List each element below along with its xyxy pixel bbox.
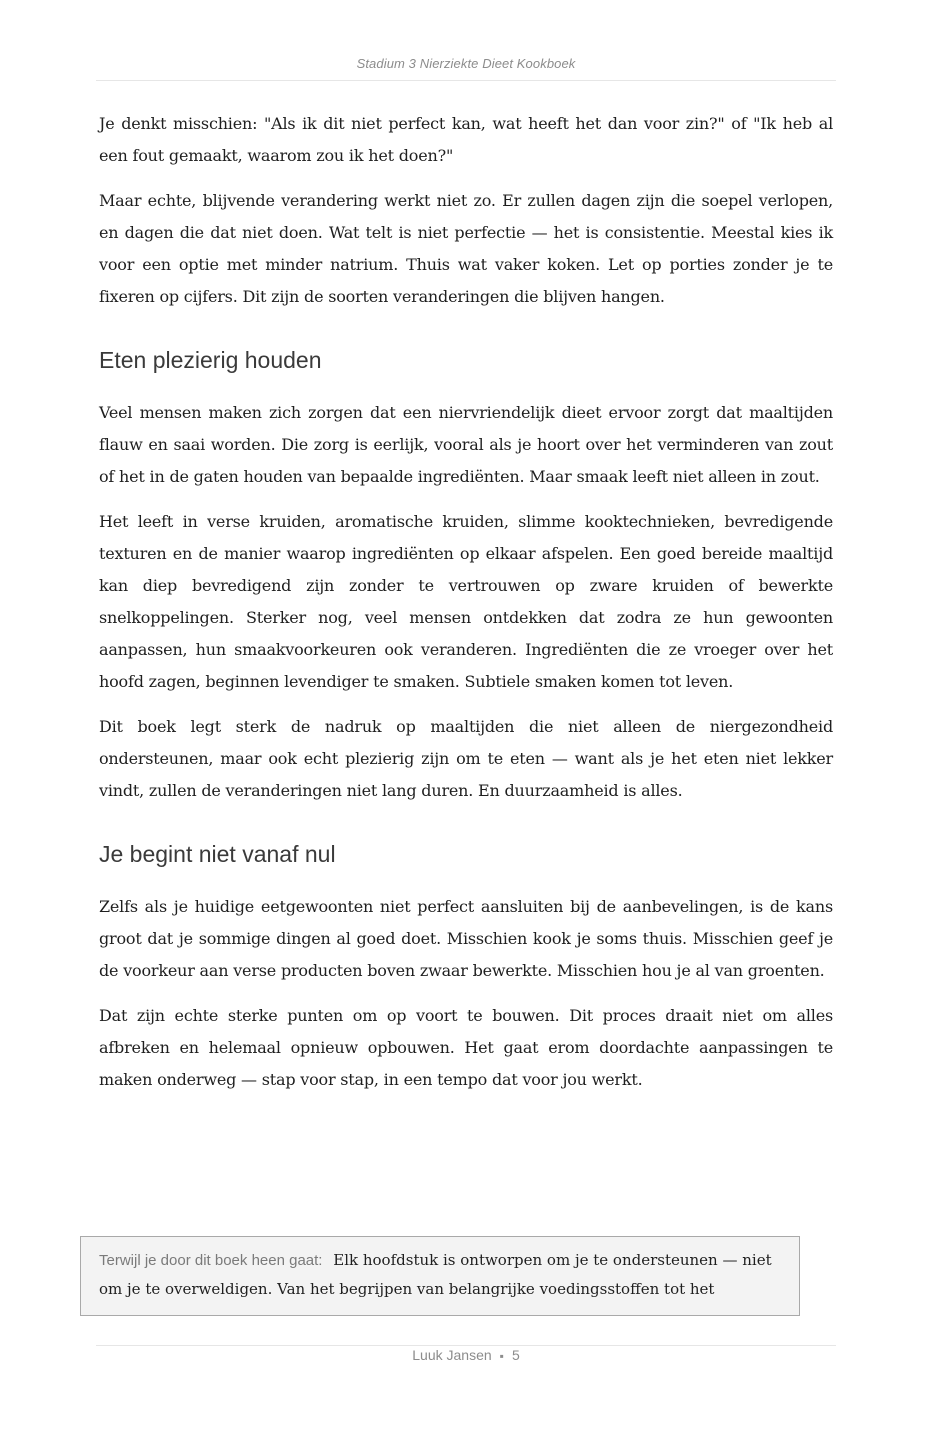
footer-separator: ▪ (499, 1349, 504, 1363)
body-paragraph: Dat zijn echte sterke punten om op voort te bouwen. Dit proces draait niet om alles afbreken en helemaal opnieuw opbouwen. Het gaat erom doordachte aanpassingen te maken onderweg — stap voor stap, in een tempo dat voor jou werkt. (99, 1006, 833, 1089)
body-paragraph: Zelfs als je huidige eetgewoonten niet perfect aansluiten bij de aanbevelingen, is de kans groot dat je sommige dingen al goed doet. Misschien kook je soms thuis. Misschien geef je de voorkeur aan verse producten boven zwaar bewerkte. Misschien hou je al van groenten. (99, 897, 833, 980)
body-paragraph: Veel mensen maken zich zorgen dat een niervriendelijk dieet ervoor zorgt dat maaltijden flauw en saai worden. Die zorg is eerlijk, vooral als je hoort over het verminderen van zout of het in de gaten houden van bepaalde ingrediënten. Maar smaak leeft niet alleen in zout. (99, 403, 833, 486)
callout-label: Terwijl je door dit boek heen gaat: (99, 1252, 323, 1269)
callout-text: Elk hoofdstuk is ontworpen om je te ondersteunen — niet om je te overweldigen. Van het begrijpen van belangrijke voedingsstoffen tot het (99, 1251, 772, 1298)
section-heading: Je begint niet vanaf nul (99, 841, 336, 867)
footer-divider (96, 1345, 836, 1346)
page-footer (96, 1347, 836, 1363)
page-content (99, 108, 833, 1109)
callout-box (80, 1236, 800, 1316)
footer-author: Luuk Jansen (412, 1347, 492, 1363)
body-paragraph: Dit boek legt sterk de nadruk op maaltijden die niet alleen de niergezondheid ondersteunen, maar ook echt plezierig zijn om te eten — want als je het eten niet lekker vindt, zullen de veranderingen niet lang duren. En duurzaamheid is alles. (99, 717, 833, 800)
page-number: 5 (511, 1347, 520, 1363)
header-divider (96, 80, 836, 81)
running-header: Stadium 3 Nierziekte Dieet Kookboek (356, 56, 576, 71)
body-paragraph: Maar echte, blijvende verandering werkt niet zo. Er zullen dagen zijn die soepel verlopen, en dagen die dat niet doen. Wat telt is niet perfectie — het is consistentie. Meestal kies ik voor een optie met minder natrium. Thuis wat vaker koken. Let op porties zonder je te fixeren op cijfers. Dit zijn de soorten veranderingen die blijven hangen. (99, 191, 833, 306)
body-paragraph: Je denkt misschien: "Als ik dit niet perfect kan, wat heeft het dan voor zin?" of "Ik heb al een fout gemaakt, waarom zou ik het doen?" (99, 114, 833, 165)
body-paragraph: Het leeft in verse kruiden, aromatische kruiden, slimme kooktechnieken, bevredigende texturen en de manier waarop ingrediënten op elkaar afspelen. Een goed bereide maaltijd kan diep bevredigend zijn zonder te vertrouwen op zware kruiden of bewerkte snelkoppelingen. Sterker nog, veel mensen ontdekken dat zodra ze hun gewoonten aanpassen, hun smaakvoorkeuren ook veranderen. Ingrediënten die ze vroeger over het hoofd zagen, beginnen levendiger te smaken. Subtiele smaken komen tot leven. (99, 512, 833, 691)
section-heading: Eten plezierig houden (99, 347, 322, 373)
